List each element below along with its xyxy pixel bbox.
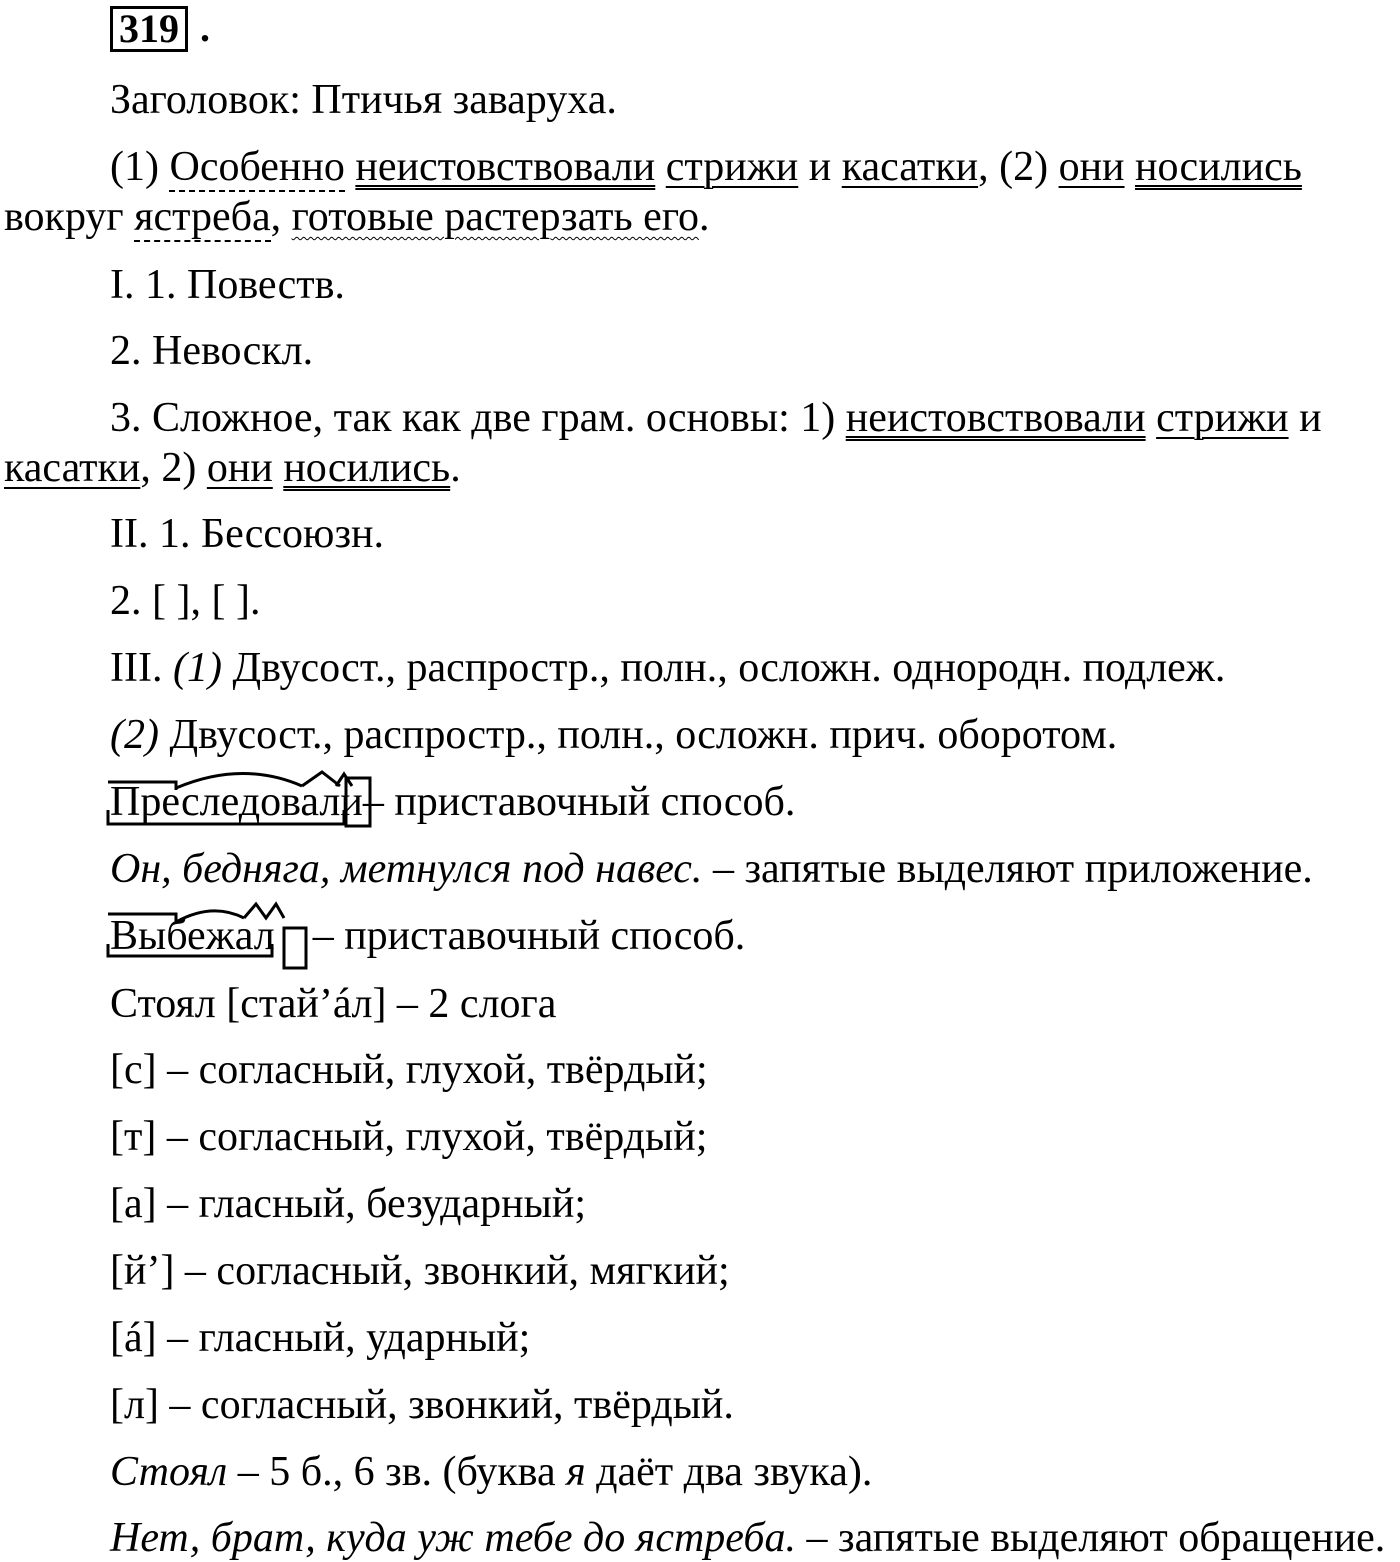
- title-line: Заголовок: Птичья заваруха.: [110, 77, 617, 123]
- analysis-ii-1: II. 1. Бессоюзн.: [110, 511, 385, 557]
- analysis-iii-1: [110, 644, 1225, 692]
- conjunction-i-2: и: [1299, 395, 1322, 441]
- analysis-i-3-text: 3. Сложное, так как две грам. основы: 1): [110, 395, 836, 441]
- subject-strizhi: стрижи: [665, 144, 799, 190]
- subject-oni: они: [1058, 144, 1125, 190]
- exercise-number-dot: .: [200, 5, 210, 50]
- analysis-iii-2-num: (2): [110, 712, 159, 758]
- sentence-line-1: [110, 143, 1302, 191]
- analysis-i-1: I. 1. Повеств.: [110, 262, 345, 308]
- word-formation-1-desc: – приставочный способ.: [362, 779, 796, 825]
- sentence-line-2: [4, 193, 710, 241]
- subject-strizhi-2: стрижи: [1156, 395, 1289, 441]
- subject-kasatki: касатки: [841, 144, 979, 190]
- count-letter: я: [566, 1449, 586, 1495]
- adverbial-osobenno: Особенно: [169, 144, 345, 190]
- sentence-separator: , (2): [978, 144, 1049, 190]
- sentence-end: .: [699, 194, 710, 240]
- participial-phrase: готовые растерзать его: [291, 194, 699, 240]
- count-end: даёт два звука).: [596, 1449, 873, 1495]
- analysis-iii-1-text: Двусост., распростр., полн., осложн. однородн. подлеж.: [232, 645, 1226, 691]
- subject-kasatki-2: касатки: [4, 445, 141, 491]
- count-word: Стоял: [110, 1449, 228, 1495]
- sound-1: [с] – согласный, глухой, твёрдый;: [110, 1047, 708, 1093]
- analysis-i-3-line-1: [110, 394, 1322, 442]
- object-yastreba: ястреба: [134, 194, 271, 240]
- sentence-number-1: (1): [110, 144, 159, 190]
- predicate-nosilis: носились: [1135, 144, 1302, 190]
- exercise-number: 319: [110, 6, 188, 52]
- morpheme-marks-1: [104, 766, 376, 828]
- predicate-neistovstvovali: неистовствовали: [355, 144, 656, 190]
- quote-2-line: [110, 1514, 1385, 1562]
- subject-oni-2: они: [206, 445, 273, 491]
- analysis-separator: , 2): [140, 445, 197, 491]
- word-vybezhal: Выбежал: [110, 913, 275, 959]
- analysis-iii-label: III.: [110, 645, 163, 691]
- analysis-i-2: 2. Невоскл.: [110, 328, 314, 374]
- phonetics-heading: Стоял [стай’áл] – 2 слога: [110, 981, 557, 1027]
- morpheme-marks-2: [104, 900, 314, 972]
- analysis-end: .: [450, 445, 461, 491]
- word-presledovali: Преследовали: [110, 779, 363, 825]
- letter-sound-count: [110, 1448, 872, 1496]
- quote-1-desc: – запятые выделяют приложение.: [712, 846, 1313, 892]
- analysis-iii-2: [110, 711, 1117, 759]
- conjunction-i: и: [808, 144, 832, 190]
- quote-2-desc: – запятые выделяют обращение.: [806, 1515, 1386, 1561]
- quote-1-text: Он, бедняга, метнулся под навес.: [110, 846, 703, 892]
- sound-5: [á] – гласный, ударный;: [110, 1315, 531, 1361]
- sound-6: [л] – согласный, звонкий, твёрдый.: [110, 1382, 734, 1428]
- sound-2: [т] – согласный, глухой, твёрдый;: [110, 1114, 708, 1160]
- sound-4: [й’] – согласный, звонкий, мягкий;: [110, 1248, 730, 1294]
- word-vokrug: вокруг: [4, 194, 124, 240]
- quote-1-line: [110, 845, 1313, 893]
- word-formation-2-desc: – приставочный способ.: [312, 913, 746, 959]
- sentence-comma: ,: [270, 194, 282, 240]
- analysis-iii-1-num: (1): [172, 645, 222, 691]
- analysis-i-3-line-2: [4, 444, 461, 492]
- quote-2-text: Нет, брат, куда уж тебе до ястреба.: [110, 1515, 797, 1561]
- analysis-iii-2-text: Двусост., распростр., полн., осложн. прич. оборотом.: [169, 712, 1118, 758]
- analysis-ii-2: 2. [ ], [ ].: [110, 578, 261, 624]
- sound-3: [а] – гласный, безударный;: [110, 1181, 587, 1227]
- count-text: – 5 б., 6 зв. (буква: [237, 1449, 556, 1495]
- predicate-neistovstvovali-2: неистовствовали: [845, 395, 1146, 441]
- predicate-nosilis-2: носились: [283, 445, 451, 491]
